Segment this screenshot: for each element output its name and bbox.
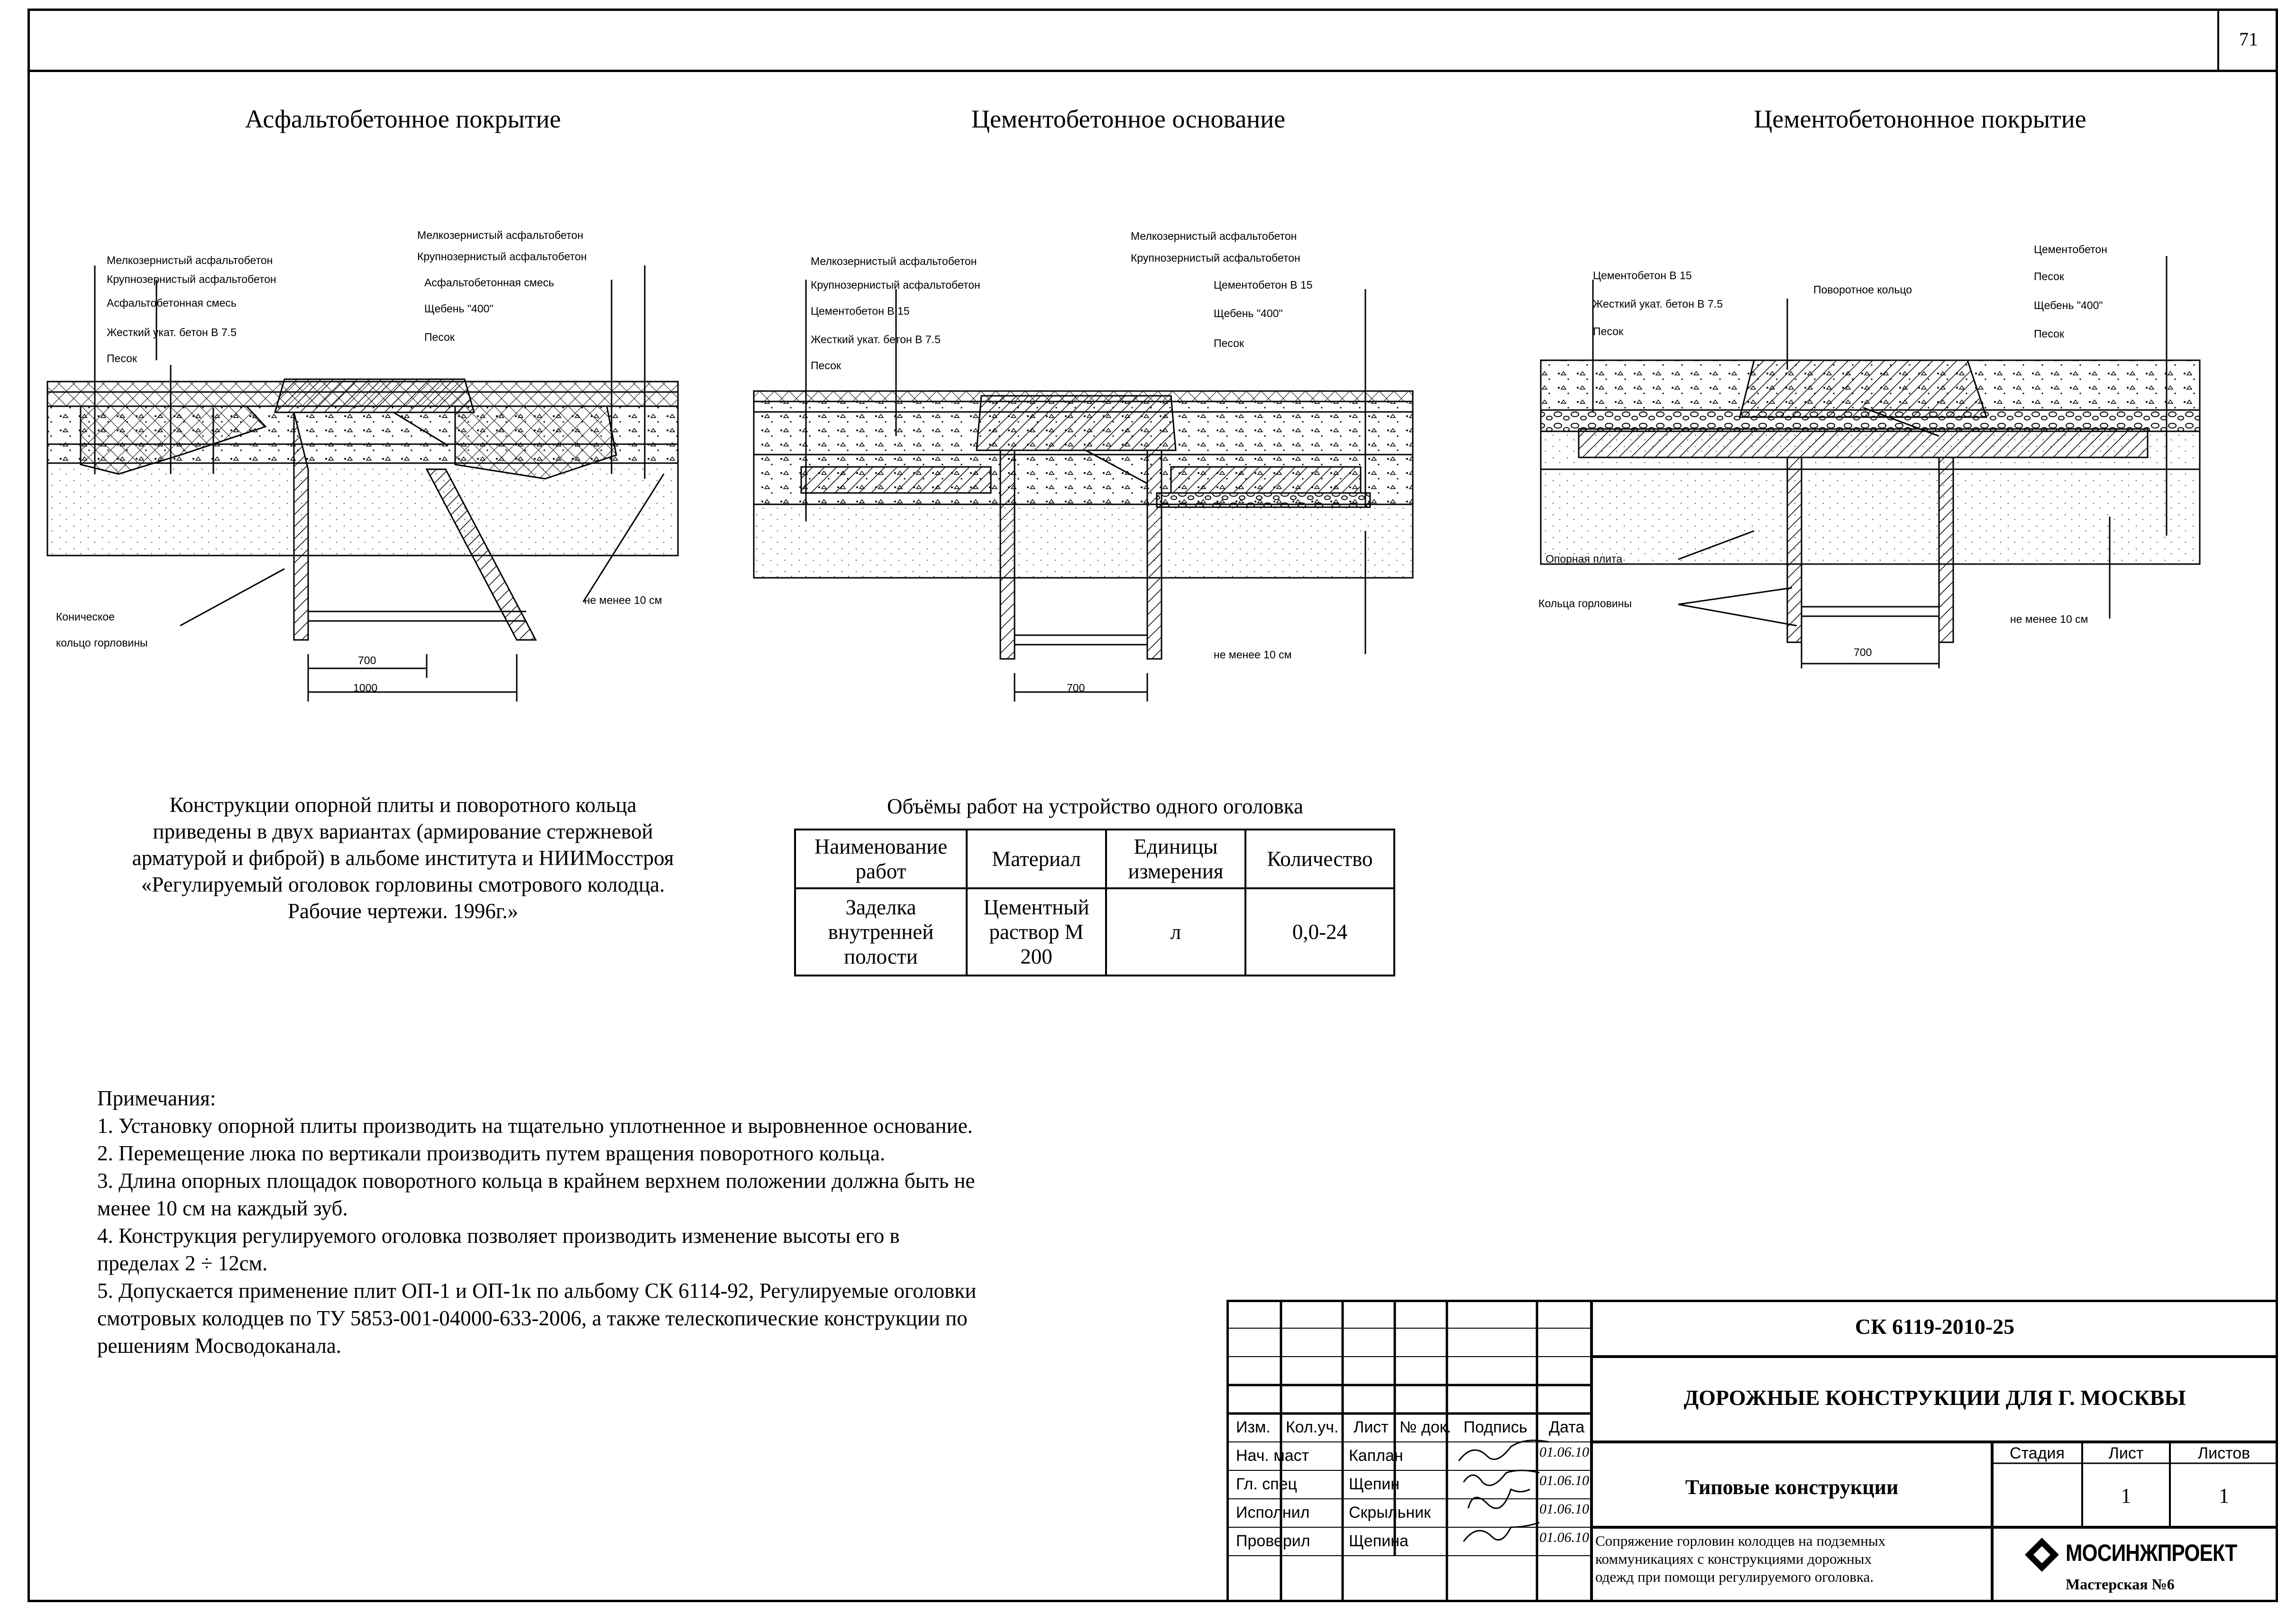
document-code: СК 6119-2010-25 bbox=[1855, 1314, 2015, 1339]
company-logo-icon bbox=[2023, 1536, 2061, 1574]
role-3: Исполнил bbox=[1236, 1504, 1310, 1522]
d1-right-label-3: Асфальтобетонная смесь bbox=[424, 276, 554, 289]
construction-note-line: Рабочие чертежи. 1996г.» bbox=[287, 899, 519, 923]
d2-left-label-2: Крупнозернистый асфальтобетон bbox=[811, 279, 980, 291]
table-cell: Цементный раствор М 200 bbox=[967, 888, 1106, 976]
d3-right-label-3: Щебень "400" bbox=[2034, 299, 2103, 311]
d2-min-label: не менее 10 см bbox=[1214, 648, 1292, 661]
d3-left-label-3: Песок bbox=[1593, 325, 1623, 337]
table-header: Материал bbox=[967, 830, 1106, 888]
d1-right-label-5: Песок bbox=[424, 331, 455, 343]
role-1: Нач. маст bbox=[1236, 1447, 1309, 1465]
note-line: решениям Мосводоканала. bbox=[97, 1334, 341, 1358]
sheet-description bbox=[1595, 1532, 1989, 1586]
table-header-row bbox=[795, 830, 1394, 888]
sheet-header: Лист bbox=[2108, 1444, 2144, 1462]
role-4: Проверил bbox=[1236, 1532, 1310, 1550]
name-2: Щепин bbox=[1349, 1475, 1400, 1493]
d1-right-label-2: Крупнозернистый асфальтобетон bbox=[417, 250, 587, 263]
d3-left-label-1: Цементобетон В 15 bbox=[1593, 269, 1692, 282]
table-row bbox=[795, 888, 1394, 976]
note-line: 2. Перемещение люка по вертикали производить путем вращения поворотного кольца. bbox=[97, 1141, 886, 1165]
sheets-header: Листов bbox=[2197, 1444, 2250, 1462]
col-header-list: Лист bbox=[1354, 1418, 1389, 1436]
note-line: смотровых колодцев по ТУ 5853-001-04000-633-2006, а также телескопические конструкции по bbox=[97, 1306, 968, 1330]
d3-rings-label: Кольца горловины bbox=[1538, 597, 1632, 610]
name-1: Каплан bbox=[1349, 1447, 1403, 1465]
description-line: одежд при помощи регулируемого оголовка. bbox=[1595, 1568, 1874, 1585]
project-title: ДОРОЖНЫЕ КОНСТРУКЦИИ ДЛЯ Г. МОСКВЫ bbox=[1683, 1386, 2186, 1410]
work-table-caption: Объёмы работ на устройство одного оголовка bbox=[887, 794, 1303, 818]
role-2: Гл. спец bbox=[1236, 1475, 1298, 1493]
d2-left-label-5: Песок bbox=[811, 359, 841, 372]
title-cement-base: Цементобетонное основание bbox=[971, 105, 1286, 133]
construction-note-line: «Регулируемый оголовок горловины смотрового колодца. bbox=[141, 873, 665, 896]
note-line: 4. Конструкция регулируемого оголовка позволяет производить изменение высоты его в bbox=[97, 1224, 900, 1248]
d1-left-label-4: Жесткий укат. бетон В 7.5 bbox=[107, 326, 237, 338]
note-line: 1. Установку опорной плиты производить на тщательно уплотненное и выровненное основание. bbox=[97, 1114, 973, 1138]
d1-dim-700: 700 bbox=[358, 654, 376, 666]
title-block bbox=[1226, 1300, 2278, 1602]
d2-right-label-1: Мелкозернистый асфальтобетон bbox=[1131, 230, 1297, 242]
title-cement-cover: Цементобетононное покрытие bbox=[1754, 105, 2086, 133]
date-2: 01.06.10 bbox=[1539, 1473, 1589, 1488]
d2-dim-700: 700 bbox=[1067, 682, 1085, 694]
date-3: 01.06.10 bbox=[1539, 1501, 1589, 1517]
section-title: Типовые конструкции bbox=[1685, 1476, 1899, 1499]
d2-left-label-1: Мелкозернистый асфальтобетон bbox=[811, 255, 977, 267]
d1-left-label-5: Песок bbox=[107, 352, 137, 365]
d3-ring-label: Поворотное кольцо bbox=[1813, 283, 1912, 296]
d3-right-label-4: Песок bbox=[2034, 328, 2064, 340]
d2-right-label-5: Песок bbox=[1214, 337, 1244, 349]
construction-note-line: Конструкции опорной плиты и поворотного кольца bbox=[169, 793, 637, 817]
d1-right-label-4: Щебень "400" bbox=[424, 302, 494, 315]
workshop-name: Мастерская №6 bbox=[2066, 1576, 2175, 1593]
sheet-number: 1 bbox=[2121, 1484, 2131, 1507]
d1-left-label-2: Крупнозернистый асфальтобетон bbox=[107, 273, 276, 285]
d3-right-label-2: Песок bbox=[2034, 270, 2064, 283]
work-volumes-table bbox=[794, 829, 1395, 976]
note-line: 5. Допускается применение плит ОП-1 и ОП-1к по альбому СК 6114-92, Регулируемые оголовки bbox=[97, 1279, 977, 1303]
description-line: коммуникациях с конструкциями дорожных bbox=[1595, 1550, 1872, 1567]
d2-right-label-4: Щебень "400" bbox=[1214, 307, 1283, 319]
table-header: Наименование работ bbox=[795, 830, 967, 888]
d2-left-label-3: Цементобетон В 15 bbox=[811, 305, 910, 317]
sheets-count: 1 bbox=[2219, 1484, 2229, 1507]
date-1: 01.06.10 bbox=[1539, 1444, 1589, 1460]
table-cell: л bbox=[1106, 888, 1245, 976]
construction-note-line: арматурой и фиброй) в альбоме института и НИИМосстроя bbox=[132, 846, 674, 870]
col-header-doc: № док. bbox=[1400, 1418, 1451, 1436]
d1-right-label-1: Мелкозернистый асфальтобетон bbox=[417, 229, 584, 241]
stage-header: Стадия bbox=[2010, 1444, 2065, 1462]
note-line: 3. Длина опорных площадок поворотного кольца в крайнем верхнем положении должна быть не bbox=[97, 1169, 975, 1193]
d1-cone-label-2: кольцо горловины bbox=[56, 637, 148, 649]
d1-cone-label: Коническое bbox=[56, 611, 115, 623]
title-asphalt: Асфальтобетонное покрытие bbox=[245, 105, 561, 133]
d1-dim-1000: 1000 bbox=[353, 682, 378, 694]
d2-right-label-2: Крупнозернистый асфальтобетон bbox=[1131, 252, 1300, 264]
date-4: 01.06.10 bbox=[1539, 1530, 1589, 1545]
col-header-izm: Изм. bbox=[1236, 1418, 1271, 1436]
col-header-signature: Подпись bbox=[1464, 1418, 1528, 1436]
table-header: Единицы измерения bbox=[1106, 830, 1245, 888]
d3-left-label-2: Жесткий укат. бетон В 7.5 bbox=[1593, 298, 1723, 310]
note-line: менее 10 см на каждый зуб. bbox=[97, 1196, 348, 1220]
d1-left-label-3: Асфальтобетонная смесь bbox=[107, 297, 237, 309]
table-cell: Заделка внутренней полости bbox=[795, 888, 967, 976]
construction-note bbox=[95, 792, 711, 924]
table-header: Количество bbox=[1245, 830, 1394, 888]
name-3: Скрыльник bbox=[1349, 1504, 1431, 1522]
page-number: 71 bbox=[2217, 9, 2278, 70]
drawing-3 bbox=[1541, 256, 2200, 668]
name-4: Щепина bbox=[1349, 1532, 1409, 1550]
company-name: МОСИНЖПРОЕКТ bbox=[2066, 1540, 2237, 1566]
d2-right-label-3: Цементобетон В 15 bbox=[1214, 279, 1313, 291]
col-header-date: Дата bbox=[1549, 1418, 1585, 1436]
description-line: Сопряжение горловин колодцев на подземных bbox=[1595, 1532, 1886, 1549]
d1-left-label-1: Мелкозернистый асфальтобетон bbox=[107, 254, 273, 266]
d3-dim-700: 700 bbox=[1854, 646, 1872, 658]
col-header-kolvo: Кол.уч. bbox=[1286, 1418, 1339, 1436]
notes-block bbox=[97, 1085, 1235, 1359]
notes-heading: Примечания: bbox=[97, 1086, 216, 1110]
d1-min-label: не менее 10 см bbox=[584, 594, 662, 606]
d2-left-label-4: Жесткий укат. бетон В 7.5 bbox=[811, 333, 941, 346]
note-line: пределах 2 ÷ 12см. bbox=[97, 1251, 268, 1275]
table-cell: 0,0-24 bbox=[1245, 888, 1394, 976]
construction-note-line: приведены в двух вариантах (армирование стержневой bbox=[153, 820, 653, 843]
d3-plate-label: Опорная плита bbox=[1546, 553, 1623, 565]
d3-min-label: не менее 10 см bbox=[2010, 613, 2088, 625]
d3-right-label-1: Цементобетон bbox=[2034, 243, 2107, 255]
